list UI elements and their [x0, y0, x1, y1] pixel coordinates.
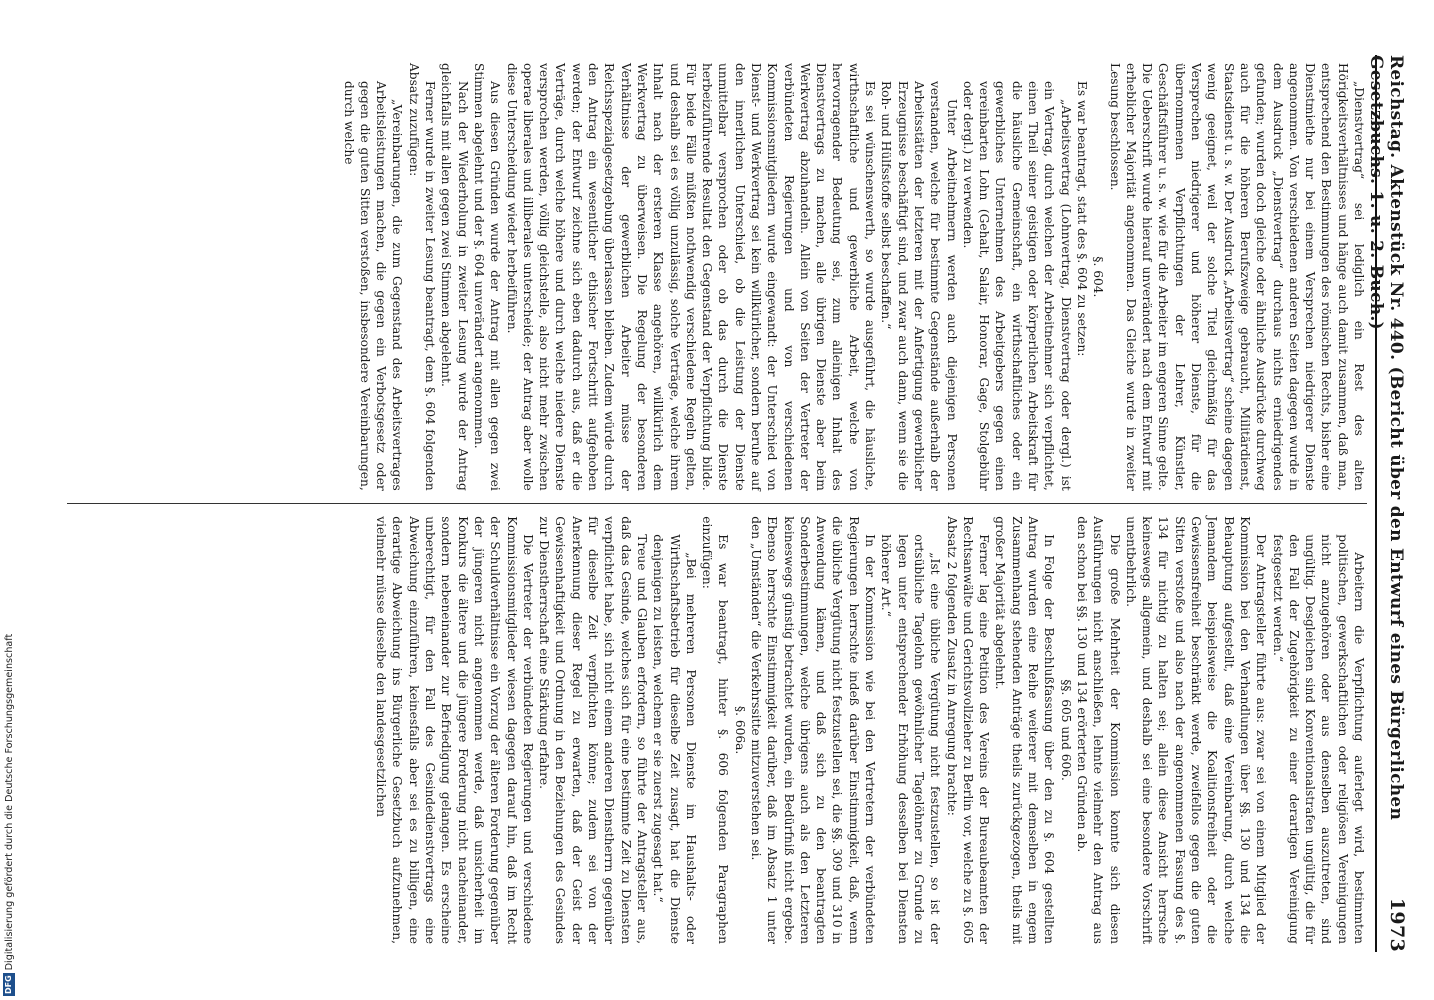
paragraph: In Folge der Beschlußfassung über den zu §. 604 gestellten Antrag wurden eine Reihe weiterer mit demselben in engem Zusammenhang stehenden Anträge theils zurückgezogen, theils mit großer Majorität abgelehnt. — [993, 516, 1057, 944]
paragraph: Nach der Wiederholung in zweiter Lesung wurde der Antrag gleichfalls mit allen gegen zwei Stimmen abgelehnt. — [439, 63, 470, 491]
paragraph: Es war beantragt, hinter §. 606 folgenden Paragraphen einzufügen: — [700, 516, 731, 944]
paragraph: Ferner lag eine Petition des Vereins der Bureaubeamten der Rechtsanwälte und Gerichtsvollzieher zu Berlin vor, welche zu §. 605 Absatz 2 folgenden Zusatz in Anregung brachte: — [944, 516, 992, 945]
section-heading: §. 604. — [1091, 256, 1106, 298]
credit-text: Digitalisierung gefördert durch die Deutsche Forschungsgemeinschaft — [4, 633, 15, 971]
paragraph: In der Kommission wie bei den Vertretern der verbündeten Regierungen herrschte indeß darüber Einstimmigkeit, daß, wenn die übliche Vergütung nicht festzustellen sei, die §§. 309 und 310 in Anwendung kämen, und daß sich zu den beantragten Sonderbestimmungen, welche übrigens auch als den Letzteren keineswegs günstig betrachtet wurden, ein Bedürfniß nicht ergebe. Ebenso herrschte Einstimmigkeit darüber, daß im Absatz 1 unter den „Umständen“ die Verkehrssitte mitzuverstehen sei. — [749, 516, 878, 944]
paragraph: „Dienstvertrag“ sei lediglich ein Rest des alten Hörigkeitsverhältnisses und hänge auch damit zusammen, daß man, entsprechend den Bestimmungen des römischen Rechts, bisher eine Dienstmiethe nur bei einem Versprechen niedrigerer Dienste angenommen. Von verschiedenen anderen Seiten dagegen wurde in dem Ausdruck „Dienstvertrag“ durchaus nichts erniedrigendes gefunden; wurden doch gleiche oder ähnliche Ausdrücke durchweg auch für die höheren Berufszweige gebraucht, Militärdienst, Staatsdienst u. s. w. Der Ausdruck „Arbeitsvertrag“ scheine dagegen wenig geeignet, weil der solche Titel gleichmäßig für das Versprechen niedrigerer und höherer Dienste, für die übernommenen Verpflichtungen der Lehrer, Künstler, Geschäftsführer u. s. w. wie für die Arbeiter im engeren Sinne gelte. Die Ueberschrift wurde hierauf unverändert nach dem Entwurf mit erheblicher Majorität angenommen. Das Gleiche wurde in zweiter Lesung beschlossen. — [1107, 63, 1366, 491]
dfg-logo: DFG — [4, 975, 13, 994]
header-title: Reichstag. Aktenstück Nr. 440. (Bericht über den Entwurf eines Bürgerlichen Gesetzbuchs. 1. u. 2. Buch.) — [1366, 55, 1406, 821]
quoted-motion: „Vereinbarungen, die zum Gegenstand des Arbeitsvertrages Arbeitsleistungen machen, die gegen ein Verbotsgesetz oder gegen die guten Sitten verstoßen, insbesondere Vereinbarungen, durch welche — [341, 81, 405, 491]
paragraph: Es war beantragt, statt des §. 604 zu setzen: — [1074, 81, 1089, 357]
right-column — [67, 508, 1367, 952]
paragraph: Die Vertreter der verbündeten Regierungen und verschiedene Kommissionsmitglieder wiesen dagegen darauf hin, daß im Recht der Schuldverhältnisse ein Vorzug der älteren Forderung gegenüber der jüngeren nicht angenommen werde, daß unsicherheit im Konkurs die ältere und die jüngere Forderung nicht nacheinander, sondern nebeneinander zur Befriedigung gelangen. Es erscheine unberechtigt, für den Fall des Gesindedienstvertrags eine Abweichung einzuführen, keinesfalls aber sei es zu billigen, eine derartige Abweichung ins Bürgerliche Gesetzbuch aufzunehmen, vielmehr müsse dieselbe den landesgesetzlichen — [374, 516, 535, 944]
paragraph: Die große Mehrheit der Kommission konnte sich diesen Ausführungen nicht anschließen, lehnte vielmehr den Antrag aus den schon bei §§. 130 und 134 erörterten Gründen ab. — [1074, 516, 1122, 944]
quoted-motion: Arbeitern die Verpflichtung auferlegt wird, bestimmten politischen, gewerkschaftlichen oder religiösen Vereinigungen nicht anzugehören oder aus denselben auszutreten, sind ungültig. Desgleichen sind Konventionalstrafen ungültig, die für den Fall der Zugehörigkeit zu einer derartigen Vereinigung festgesetzt werden.“ — [1270, 534, 1366, 944]
column-divider — [67, 503, 1367, 505]
quoted-motion: „Arbeitsvertrag (Lohnvertrag, Dienstvertrag oder dergl.) ist ein Vertrag, durch welchen der Arbeitnehmer sich verpflichtet, einen Theil seiner geistigen oder körperlichen Arbeitskraft für die häusliche Gemeinschaft, ein wirthschaftliches oder ein gewerbliches Unternehmen des Arbeitgebers gegen einen vereinbarten Lohn (Gehalt, Salair, Honorar, Gage, Stolgebühr oder dergl.) zu verwenden. — [960, 81, 1073, 491]
text-columns — [67, 55, 1367, 952]
paragraph: Der Antragsteller führte aus: zwar sei von einem Mitglied der Kommission bei den Verhandlungen über §§. 130 und 134 die Behauptung aufgestellt, daß eine Vereinbarung, durch welche Jemandem beispielsweise die Koalitionsfreiheit oder die Gewissensfreiheit beschränkt werde, zweifellos gegen die guten Sitten verstoße und also nach der angenommenen Fassung des §. 134 für nichtig zu halten sei; allein diese Ansicht herrsche keineswegs allgemein, und deshalb sei eine besondere Vorschrift unentbehrlich. — [1123, 516, 1269, 944]
page-header — [1366, 55, 1408, 952]
left-column — [67, 55, 1367, 499]
page-number: 1973 — [1386, 897, 1408, 952]
paragraph: Ferner wurde in zweiter Lesung beantragt, dem §. 604 folgenden Absatz zuzufügen: — [406, 63, 438, 491]
section-heading: §§. 605 und 606. — [1058, 679, 1073, 781]
quoted-motion: Unter Arbeitnehmern werden auch diejenigen Personen verstanden, welche für bestimmte Gegenstände außerhalb der Arbeitsstätten der letzteren mit der Anfertigung gewerblicher Erzeugnisse beschäftigt sind, und zwar auch dann, wenn sie die Roh- und Hülfsstoffe selbst beschaffen.“ — [879, 81, 959, 491]
quoted-motion: „Bei mehreren Personen Dienste im Haushalts- oder Wirthschaftsbetrieb für dieselbe Zeit zusagt, hat die Dienste denjenigen zu leisten, welchem er sie zuerst zugesagt hat.“ — [651, 534, 698, 944]
digitization-credit — [3, 606, 15, 996]
paragraph: Treue und Glauben erfordern, so führte der Antragsteller aus, daß das Gesinde, welches sich für eine bestimmte Zeit zu Diensten verpflichtet habe, sich nicht einem anderen Dienstherrn gegenüber für dieselbe Zeit verpflichten könne; zudem sei von der Anerkennung dieser Regel zu erwarten, daß der Geist der Gewissenhaftigkeit und Ordnung in den Beziehungen des Gesindes zur Dienstherrschaft eine Stärkung erfahre. — [537, 516, 649, 944]
paragraph: Aus diesen Gründen wurde der Antrag mit allen gegen zwei Stimmen abgelehnt und der §. 604 unverändert angenommen. — [471, 63, 503, 491]
paragraph: Es sei wünschenswerth, so wurde ausgeführt, die häusliche, wirthschaftliche und gewerbliche Arbeit, welche von hervorragender Bedeutung sei, zum alleinigen Inhalt des Dienstvertrags zu machen, alle übrigen Dienste aber beim Werkvertrag abzuhandeln. Allein von Seiten der Vertreter der verbündeten Regierungen und von verschiedenen Kommissionsmitgliedern wurde eingewandt: der Unterschied von Dienst- und Werkvertrag sei kein willkürlicher, sondern beruhe auf den innerlichen Unterschied, ob die Leistung der Dienste unmittelbar versprochen oder ob das durch die Dienste herbeizuführende Resultat den Gegenstand der Verpflichtung bilde. Für beide Fälle müßten nothwendig verschiedene Regeln gelten, und deshalb sei es völlig unzulässig, solche Verträge, welche ihrem Inhalt nach der ersteren Klasse angehören, willkürlich dem Werkvertrag zu überweisen. Die Regelung der besonderen Verhältnisse der gewerblichen Arbeiter müsse der Reichsspezialgesetzgebung überlassen bleiben. Zudem würde durch den Antrag ein wesentlicher ethischer Fortschritt aufgehoben werden; der Entwurf zeichne sich eben dadurch aus, daß er die Verträge, durch welche höhere und durch welche niedere Dienste versprochen werden, völlig gleichstelle, also nicht mehr zwischen operae liberales und illiberales unterscheide; der Antrag aber wolle diese Unterscheidung wieder herbeiführen. — [504, 63, 878, 491]
quoted-petition: „Ist eine übliche Vergütung nicht festzustellen, so ist der ortsübliche Tagelohn gewöhnlicher Tagelöhner zu Grunde zu legen unter entsprechender Erhöhung desselben bei Diensten höherer Art.“ — [879, 534, 943, 944]
section-heading: §. 606a. — [732, 706, 747, 755]
